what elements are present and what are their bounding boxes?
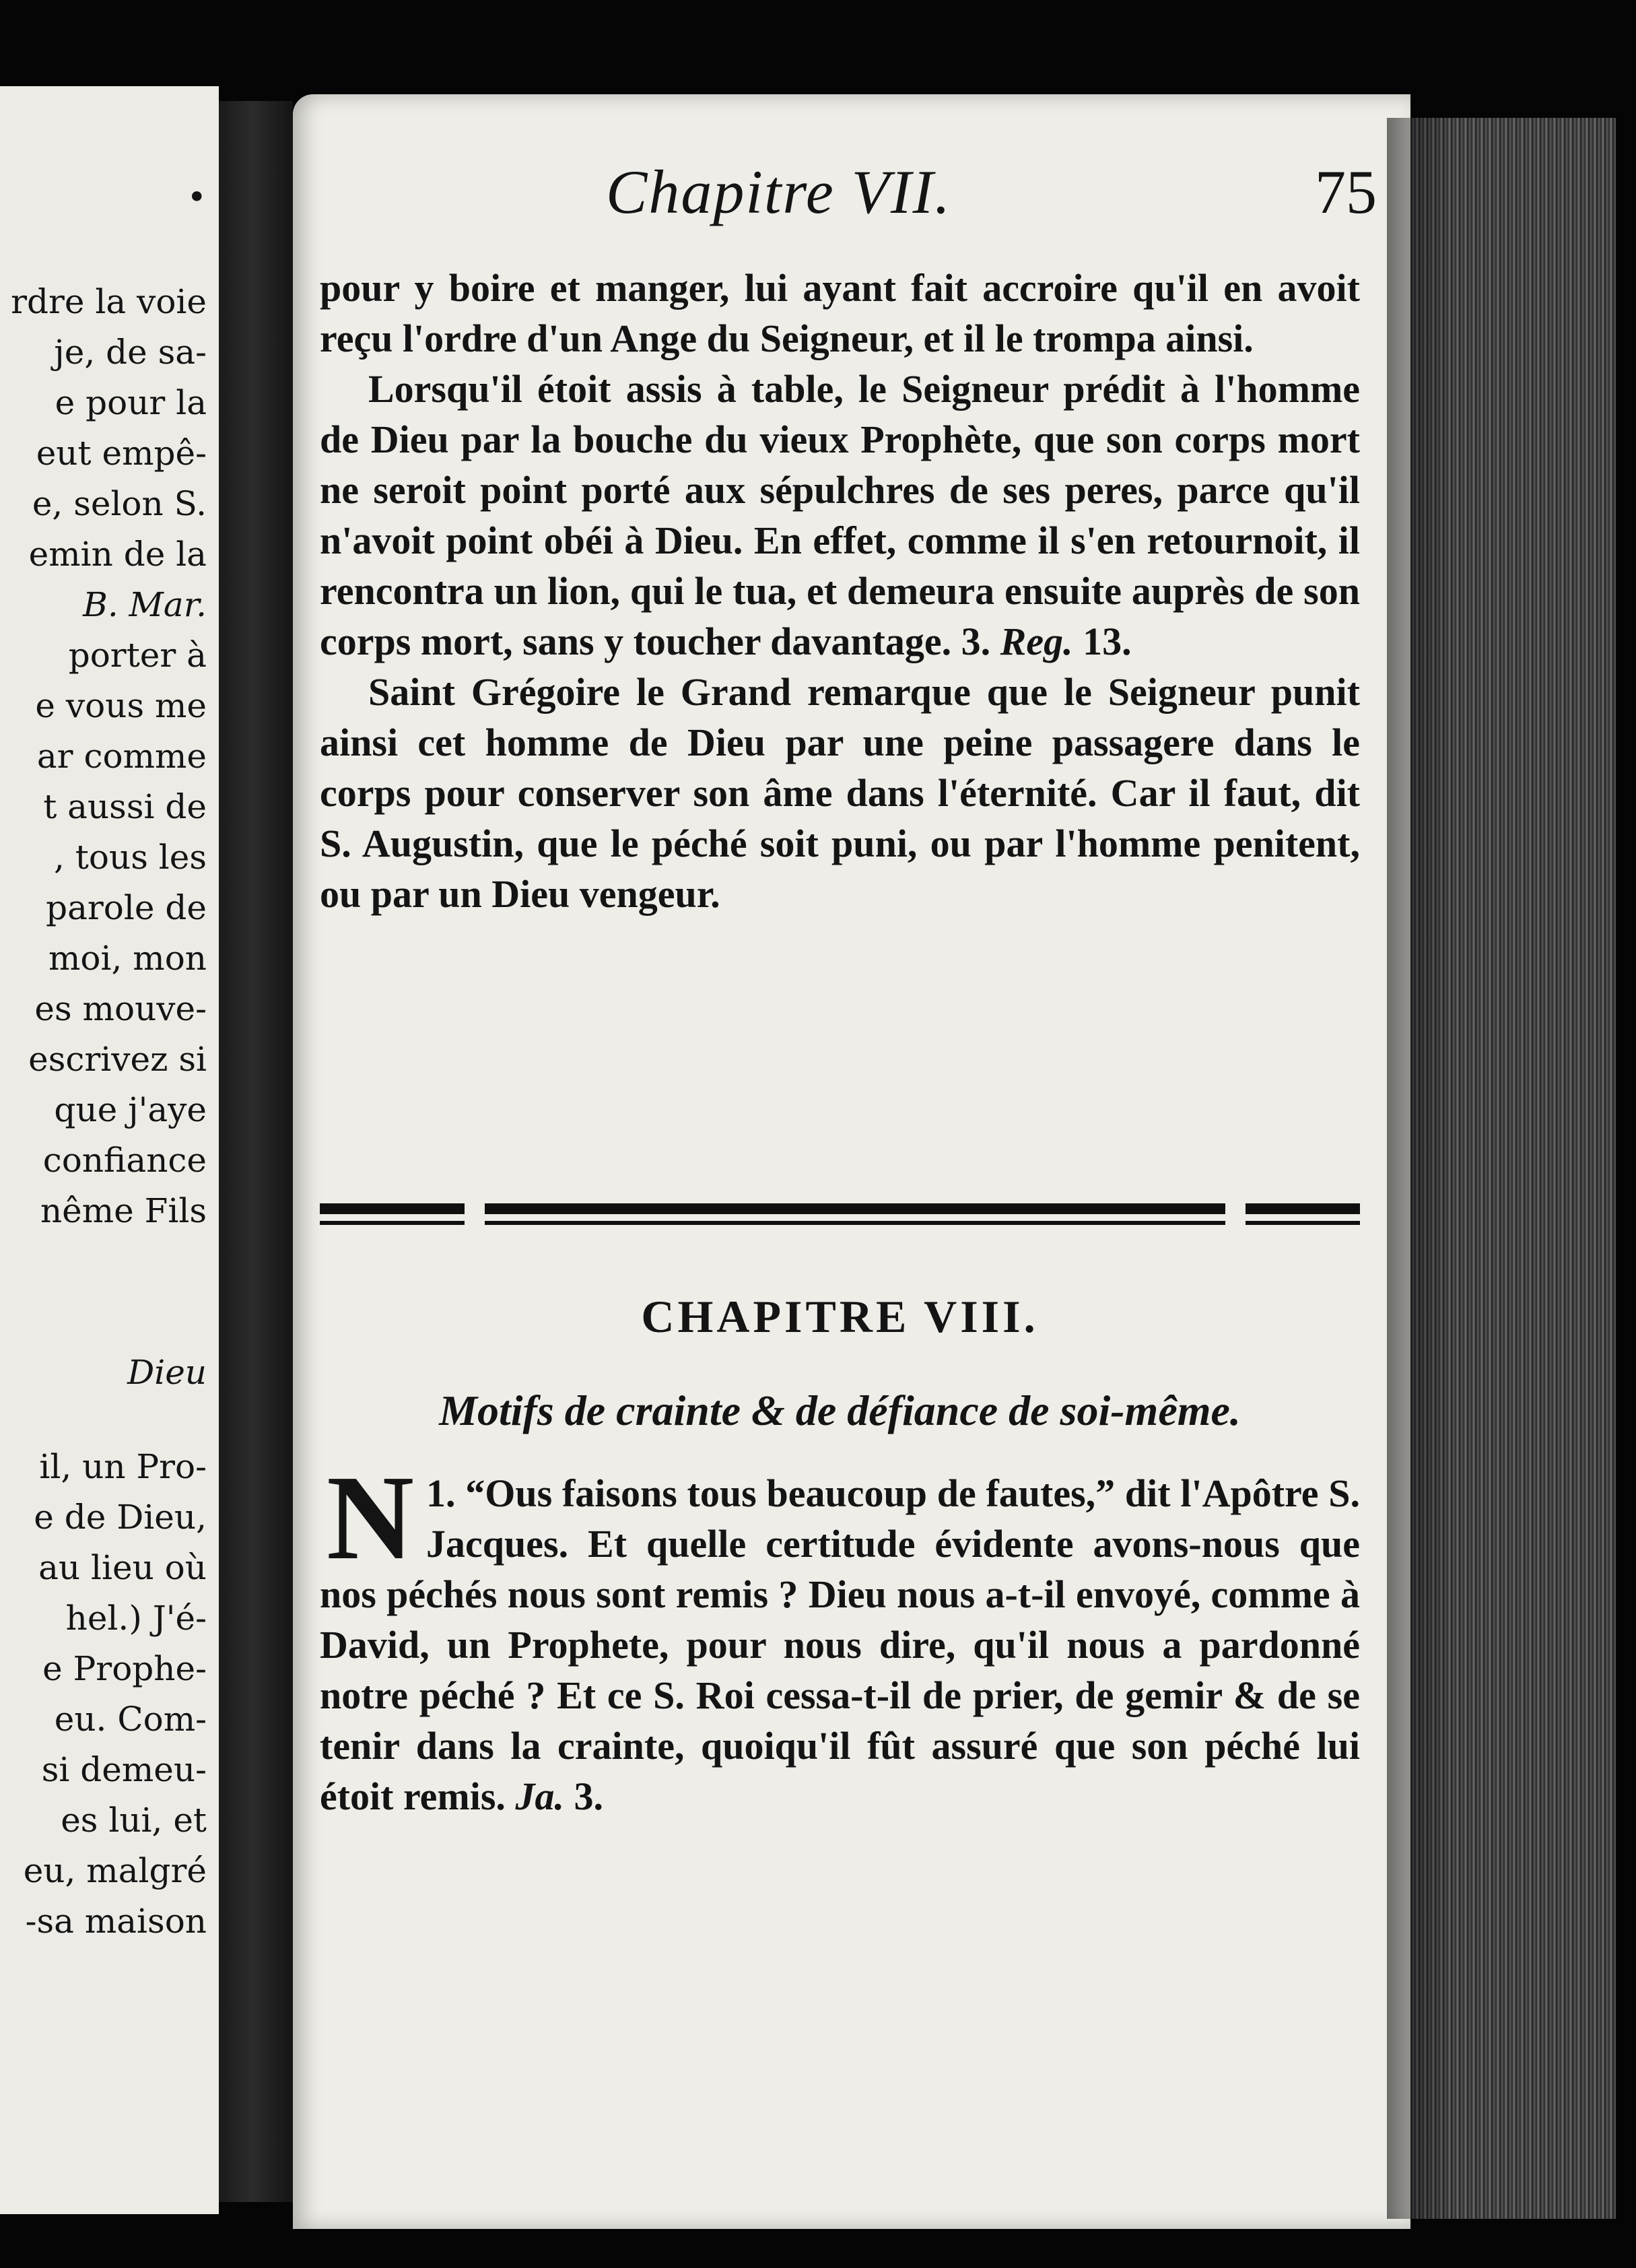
section-1: [320, 1450, 1361, 1822]
left-page-line: que j'aye: [54, 1090, 207, 1129]
left-page-line: il, un Pro-: [39, 1447, 207, 1486]
chapter-subtitle: Motifs de crainte & de défiance de soi-même.: [439, 1387, 1241, 1434]
left-page-line: emin de la: [28, 535, 207, 574]
paragraph-2-ref-num: 13.: [1083, 620, 1132, 663]
left-page-line: e, selon S.: [32, 484, 207, 523]
running-head-title: Chapitre VII.: [606, 158, 952, 226]
left-page-line: rdre la voie: [11, 282, 207, 321]
rule-segment-center: [485, 1195, 1225, 1236]
previous-page-fragment: [0, 86, 219, 2214]
paragraph-3: Saint Grégoire le Grand remarque que le Seigneur punit ainsi cet homme de Dieu par une peine passagere dans le corps pour conserver son âme dans l'éternité. Car il faut, dit S. Augustin, que le péché soit puni, ou par l'homme penitent, ou par un Dieu vengeur.: [320, 670, 1360, 916]
left-page-line: •: [186, 178, 207, 217]
left-page-line: es mouve-: [34, 989, 207, 1028]
rule-segment-right: [1246, 1195, 1360, 1236]
left-page-line: confiance: [42, 1141, 207, 1180]
section-1-text: Ous faisons tous beaucoup de fautes,” dit l'Apôtre S. Jacques. Et quelle certitude évidente avons-nous que nos péchés nous sont remis ? Dieu nous a-t-il envoyé, comme à David, un Prophete, pour nous dire, qu'il nous a pardonné notre péché ? Et ce S. Roi cessa-t-il de prier, de gemir & de se tenir dans la crainte, quoiqu'il fût assuré que son péché lui étoit remis.: [320, 1471, 1361, 1818]
running-head: [293, 155, 1397, 229]
page-edge-shadow: [1387, 118, 1454, 2219]
left-page-line: escrivez si: [28, 1040, 207, 1079]
left-page-line: porter à: [68, 636, 207, 675]
left-page-line: e vous me: [35, 686, 207, 725]
left-page-line: ar comme: [36, 737, 207, 776]
ornamental-rule: [320, 1195, 1360, 1236]
section-1-ref-num: 3.: [574, 1774, 603, 1818]
left-page-line: au lieu où: [38, 1548, 207, 1587]
left-page-line: eu, malgré: [23, 1851, 207, 1890]
left-page-line: t aussi de: [43, 787, 207, 826]
paragraph-2-text: Lorsqu'il étoit assis à table, le Seigneur prédit à l'homme de Dieu par la bouche du vieux Prophète, que son corps mort ne seroit point porté aux sépulchres de ses peres, parce qu'il n'avoit point obéi à Dieu. En effet, comme il s'en retournoit, il rencontra un lion, qui le tua, et demeura ensuite auprès de son corps mort, sans y toucher davantage. 3.: [320, 367, 1360, 663]
left-page-line: e pour la: [55, 383, 207, 422]
left-page-line: es lui, et: [61, 1801, 207, 1840]
paragraph-2: [320, 364, 1360, 667]
paragraph-1: pour y boire et manger, lui ayant fait accroire qu'il en avoit reçu l'ordre d'un Ange du Seigneur, et il le trompa ainsi.: [320, 266, 1360, 360]
book-gutter: [219, 101, 293, 2202]
paragraph-2-ref: Reg.: [1000, 620, 1073, 663]
page-number: 75: [1315, 158, 1377, 226]
left-page-line: parole de: [46, 888, 207, 927]
left-page-line: je, de sa-: [54, 333, 207, 372]
chapter-heading: CHAPITRE VIII.: [641, 1291, 1039, 1342]
left-page-line: e Prophe-: [42, 1649, 207, 1688]
left-page-line: moi, mon: [48, 939, 207, 978]
left-page-line: nême Fils: [40, 1191, 207, 1230]
left-page-line: eut empê-: [36, 434, 207, 473]
book-page: [293, 94, 1410, 2229]
left-page-line: e de Dieu,: [34, 1498, 207, 1537]
left-page-line: B. Mar.: [83, 585, 207, 624]
rule-segment-left: [320, 1195, 465, 1236]
chapter-7-text: [320, 263, 1360, 919]
left-page-line: si demeu-: [41, 1750, 207, 1789]
left-page-line: , tous les: [54, 838, 207, 877]
drop-cap: N: [327, 1450, 414, 1585]
left-page-line: hel.) J'é-: [65, 1599, 207, 1638]
section-number: 1. “: [426, 1471, 485, 1515]
left-page-line: eu. Com-: [54, 1700, 207, 1739]
left-page-line: Dieu: [127, 1353, 207, 1392]
left-page-line: -sa maison: [25, 1902, 207, 1941]
section-1-ref: Ja.: [515, 1774, 564, 1818]
